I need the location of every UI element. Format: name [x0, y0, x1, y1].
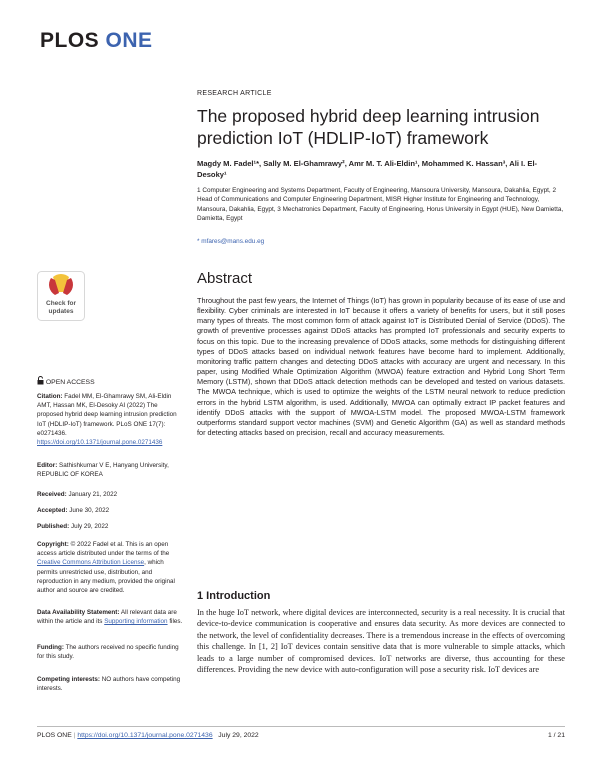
accepted-date: Accepted: June 30, 2022: [37, 507, 110, 514]
affiliations: 1 Computer Engineering and Systems Department, Faculty of Engineering, Mansoura University, Mansoura, Dakahlia, Egypt, 2 Head of Communications and Computer Engineering Department, MISR Higher Institute for Engineering and Technology, Mansoura, Dakahlia, Egypt, 3 Mechatronics Department, Faculty of Engineering, Horus University in Egypt (HUE), New Damietta, Damietta, Egypt: [197, 187, 564, 223]
abstract-heading: Abstract: [197, 270, 253, 287]
corresponding-email[interactable]: * mfares@mans.edu.eg: [197, 238, 265, 245]
footer-journal: PLOS ONE: [37, 732, 72, 739]
footer-date: July 29, 2022: [218, 732, 259, 739]
copyright-block: Copyright: © 2022 Fadel et al. This is an open access article distributed under the terms of the Creative Commons Attribution License, which permits unrestricted use, distribution, and reproduction in any medium, provided the original author and source are credited.: [37, 541, 175, 595]
competing-interests-block: Competing interests: NO authors have competing interests.: [37, 676, 181, 693]
citation-block: Citation: Fadel MM, El-Ghamrawy SM, Ali-Eldin AMT, Hassan MK, El-Desoky AI (2022) The proposed hybrid deep learning intrusion prediction IoT (HDLIP-IoT) framework. PLoS ONE 17(7): e0271436. https://doi.org/10.1371/journal.pone.0271436: [37, 393, 177, 447]
footer-doi-link[interactable]: https://doi.org/10.1371/journal.pone.0271436: [77, 732, 213, 739]
article-title: The proposed hybrid deep learning intrusion prediction IoT (HDLIP-IoT) framework: [197, 106, 540, 148]
page-footer: PLOS ONE | https://doi.org/10.1371/journal.pone.0271436 July 29, 2022 1 / 21: [37, 732, 565, 739]
badge-line1: Check for: [46, 300, 76, 307]
data-availability-block: Data Availability Statement: All relevant data are within the article and its Supporting information files.: [37, 609, 183, 626]
article-type: RESEARCH ARTICLE: [197, 90, 272, 97]
published-date: Published: July 29, 2022: [37, 523, 109, 530]
footer-rule: [37, 726, 565, 727]
journal-logo: [40, 29, 153, 53]
editor-block: Editor: Sathishkumar V E, Hanyang University, REPUBLIC OF KOREA: [37, 462, 169, 479]
author-list: Magdy M. Fadel¹*, Sally M. El-Ghamrawy², Amr M. T. Ali-Eldin¹, Mohammed K. Hassan³, Ali I. El-Desoky¹: [197, 159, 538, 179]
funding-block: Funding: The authors received no specific funding for this study.: [37, 644, 179, 661]
license-link[interactable]: Creative Commons Attribution License: [37, 559, 145, 567]
open-access: OPEN ACCESS: [37, 376, 95, 386]
check-for-updates-badge[interactable]: [37, 271, 85, 321]
logo-plos: PLOS: [40, 29, 100, 52]
page-number: 1 / 21: [547, 732, 565, 739]
intro-body: In the huge IoT network, where digital devices are interconnected, security is a real necessity. It is crucial that device-to-device communication is cooperative and ensures data security. As more devices are connected to the network, the level of confidentiality decreases. There is a tremendous increase in the effects of overcoming this challenge. In [1, 2] IoT devices contain sensitive data that is more vulnerable to simple attacks, which leads to a large number of compromised devices. IoT networks are diverse, thus accounting for these differences. Providing the new device with auto-configuration will pose a security risk. IoT devices are: [197, 608, 565, 675]
badge-line2: updates: [48, 307, 74, 315]
logo-one: ONE: [105, 29, 153, 52]
received-date: Received: January 21, 2022: [37, 491, 118, 498]
citation-doi-link[interactable]: https://doi.org/10.1371/journal.pone.0271436: [37, 439, 163, 447]
open-lock-icon: [37, 376, 44, 385]
intro-heading: 1 Introduction: [197, 590, 271, 602]
supporting-info-link[interactable]: Supporting information: [104, 618, 168, 626]
abstract-body: Throughout the past few years, the Internet of Things (IoT) has grown in popularity because of its ease of use and flexibility. Cyber criminals are interested in IoT because it offers a variety of benefits for users, but it still poses many types of threats. The most common form of attack against IoT is Distributed Denial of Service (DDoS). The growth of preventive processes against DDoS attacks has prompted IoT professionals and security experts to focus on this topic. Due to the increasing prevalence of DDoS attacks, some methods for distinguishing different types of DDoS attacks based on individual network features have become hard to implement. Additionally, monitoring traffic pattern changes and detecting DDoS attacks with accuracy are urgent and necessary. In this paper, using Modified Whale Optimization Algorithm (MWOA) feature extraction and Hybrid Long Short Term Memory (LSTM), shown that DDoS attack detection methods can be developed and tested on various datasets. The MWOA technique, which is used to optimize the weights of the LSTM neural network to reduce prediction errors in the hybrid LSTM algorithm, is used. Additionally, MWOA can optimally extract IP packet features and identify DDoS attacks with the support of MWOA-LSTM model. The proposed MWOA-LSTM framework outperforms standard support vector machines (SVM) and Genetic Algorithm (GA) as well as standard methods for detecting attacks based on precision, recall and accuracy measurements.: [197, 296, 565, 438]
